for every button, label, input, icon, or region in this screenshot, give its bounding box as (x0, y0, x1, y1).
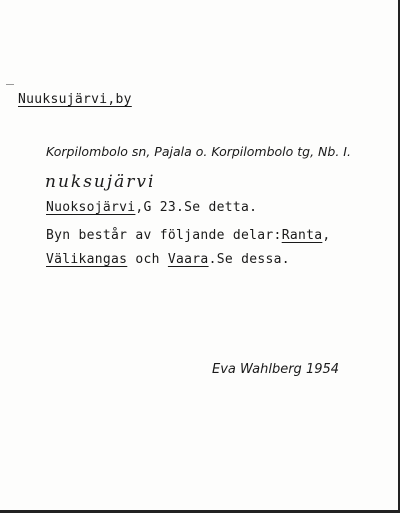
handwritten-form: nuksujärvi (45, 172, 156, 192)
card-heading: Nuuksujärvi,by (18, 92, 132, 107)
line-parts-intro (46, 228, 330, 243)
part-ranta: Ranta (281, 228, 323, 243)
signature: Eva Wahlberg 1954 (212, 362, 340, 377)
variant-reference: ,G 23.Se detta. (135, 200, 258, 215)
municipality-line: Korpilombolo sn, Pajala o. Korpilombolo tg, Nb. I. (46, 144, 351, 159)
parts-separator: , (322, 228, 331, 243)
parts-see-these: .Se dessa. (208, 252, 290, 267)
line-variant-form (46, 200, 257, 215)
part-valikangas: Välikangas (46, 252, 128, 267)
parts-intro-text: Byn består av följande delar: (46, 228, 282, 243)
line-parts-list (46, 252, 290, 267)
variant-name: Nuoksojärvi (46, 200, 136, 215)
part-vaara: Vaara (167, 252, 209, 267)
parts-och: och (127, 252, 168, 267)
margin-mark (6, 84, 14, 85)
